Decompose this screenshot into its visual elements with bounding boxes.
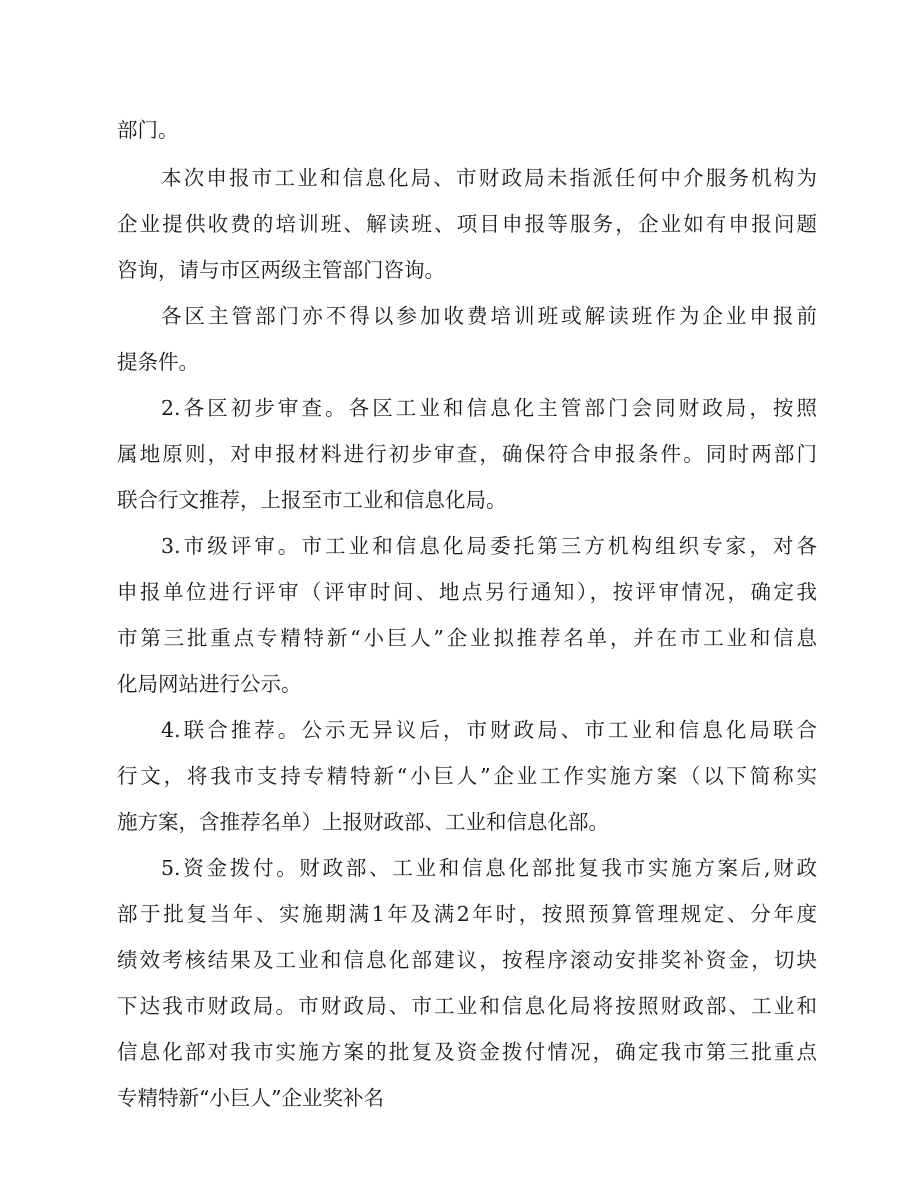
text-line: 下达我市财政局。市财政局、市工业和信息化局将按照财政部、工业和 [117,994,817,1018]
text-line: 2.各区初步审查。各区工业和信息化主管部门会同财政局，按照 [161,396,817,420]
text-line: 联合行文推荐，上报至市工业和信息化局。 [117,488,507,512]
text-line: 各区主管部门亦不得以参加收费培训班或解读班作为企业申报前 [161,304,817,328]
text-line: 专精特新“小巨人”企业奖补名 [117,1086,384,1110]
text-line: 市第三批重点专精特新“小巨人”企业拟推荐名单，并在市工业和信息 [117,626,817,650]
text-line: 申报单位进行评审（评审时间、地点另行通知），按评审情况，确定我 [117,580,817,604]
text-line: 4.联合推荐。公示无异议后，市财政局、市工业和信息化局联合 [161,718,817,742]
text-line: 施方案，含推荐名单）上报财政部、工业和信息化部。 [117,810,609,834]
text-line: 5.资金拨付。财政部、工业和信息化部批复我市实施方案后,财政 [161,856,817,880]
text-line: 本次申报市工业和信息化局、市财政局未指派任何中介服务机构为 [161,166,817,190]
text-line: 咨询，请与市区两级主管部门咨询。 [117,258,445,282]
text-line: 绩效考核结果及工业和信息化部建议，按程序滚动安排奖补资金，切块 [117,948,817,972]
text-line: 化局网站进行公示。 [117,672,302,696]
text-line: 提条件。 [117,350,199,374]
text-line: 3.市级评审。市工业和信息化局委托第三方机构组织专家，对各 [161,534,817,558]
text-line: 部门。 [117,118,179,142]
text-line: 部于批复当年、实施期满1年及满2年时，按照预算管理规定、分年度 [117,902,817,926]
text-line: 属地原则，对申报材料进行初步审查，确保符合申报条件。同时两部门 [117,442,817,466]
text-line: 信息化部对我市实施方案的批复及资金拨付情况，确定我市第三批重点 [117,1040,817,1064]
text-line: 企业提供收费的培训班、解读班、项目申报等服务，企业如有申报问题 [117,212,817,236]
text-line: 行文，将我市支持专精特新“小巨人”企业工作实施方案（以下简称实 [117,764,817,788]
